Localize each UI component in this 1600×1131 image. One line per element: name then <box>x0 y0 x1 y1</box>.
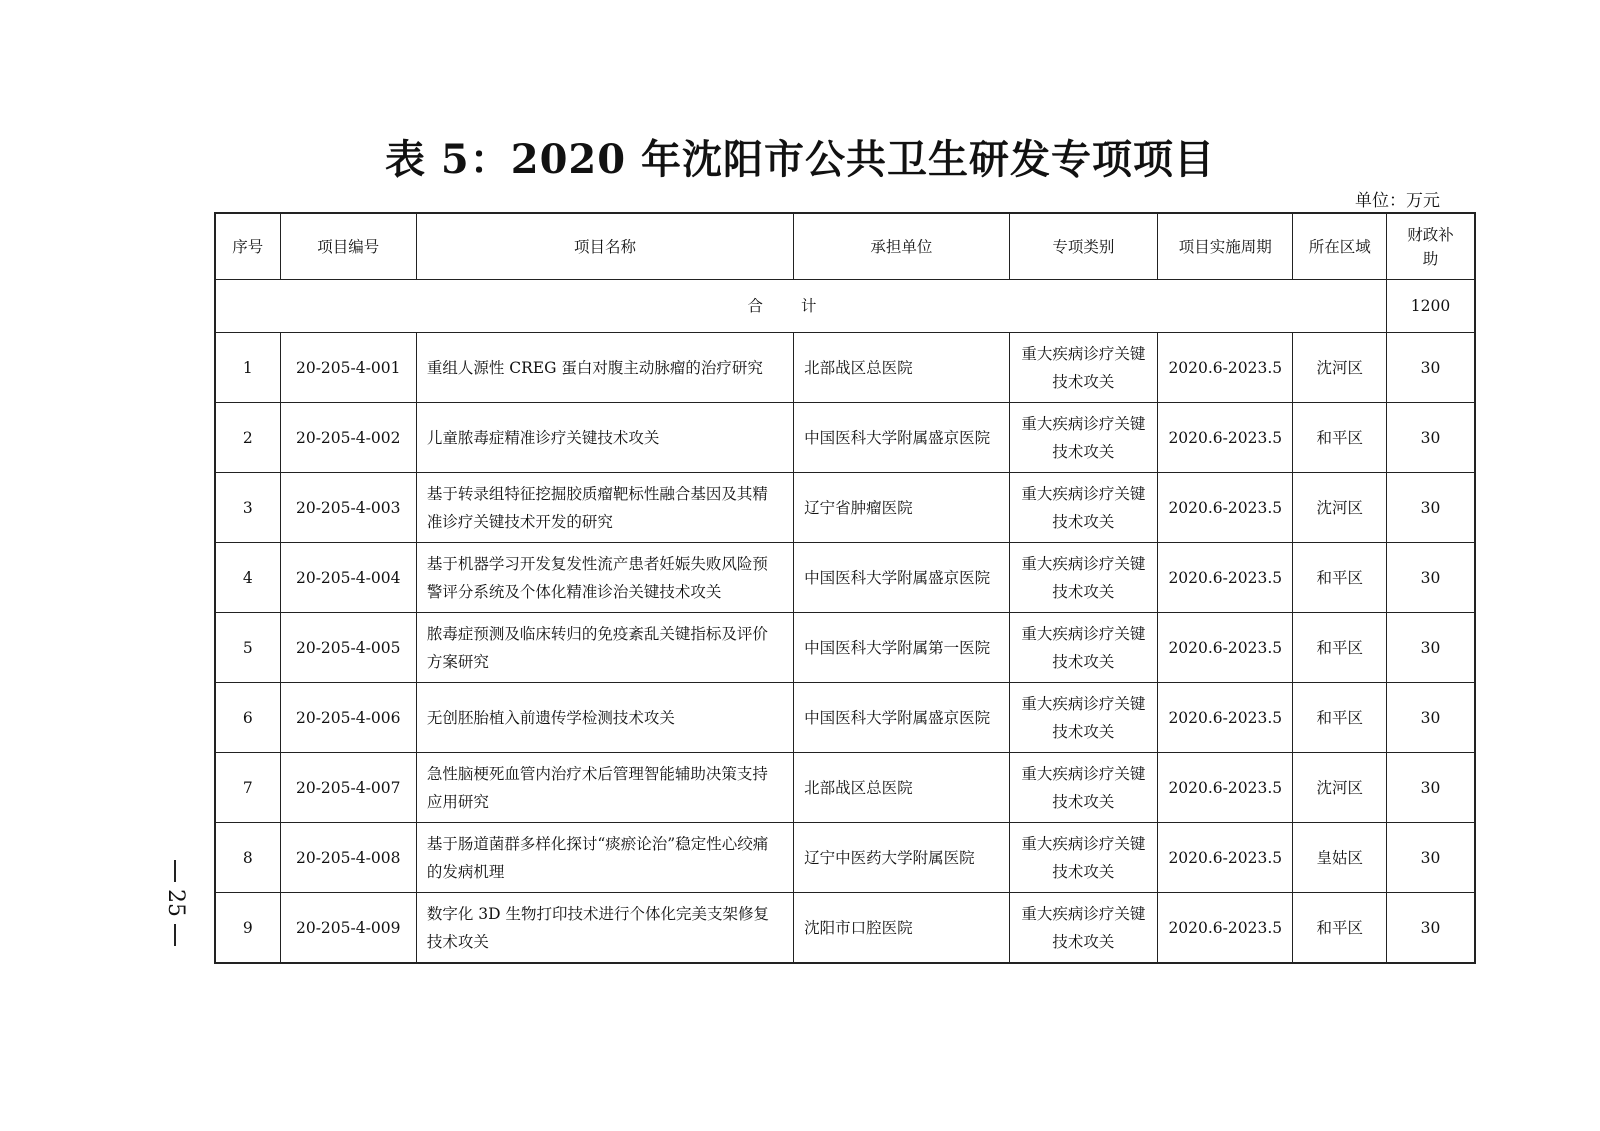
header-district: 所在区域 <box>1293 213 1387 280</box>
total-value: 1200 <box>1386 280 1475 333</box>
cell-category: 重大疾病诊疗关键技术攻关 <box>1009 543 1157 613</box>
page-number-dash-bottom <box>174 924 176 946</box>
cell-seq: 8 <box>215 823 280 893</box>
cell-name: 急性脑梗死血管内治疗术后管理智能辅助决策支持应用研究 <box>416 753 793 823</box>
header-amount: 财政补助 <box>1386 213 1475 280</box>
cell-unit: 北部战区总医院 <box>794 333 1010 403</box>
cell-period: 2020.6-2023.5 <box>1158 403 1293 473</box>
cell-district: 和平区 <box>1293 893 1387 964</box>
cell-district: 和平区 <box>1293 543 1387 613</box>
cell-category: 重大疾病诊疗关键技术攻关 <box>1009 683 1157 753</box>
header-name: 项目名称 <box>416 213 793 280</box>
cell-period: 2020.6-2023.5 <box>1158 683 1293 753</box>
cell-unit: 中国医科大学附属盛京医院 <box>794 403 1010 473</box>
cell-name: 基于机器学习开发复发性流产患者妊娠失败风险预警评分系统及个体化精准诊治关键技术攻关 <box>416 543 793 613</box>
cell-period: 2020.6-2023.5 <box>1158 473 1293 543</box>
cell-category: 重大疾病诊疗关键技术攻关 <box>1009 893 1157 964</box>
table-row <box>215 893 1475 964</box>
table-row <box>215 823 1475 893</box>
cell-amount: 30 <box>1386 473 1475 543</box>
page-title: 表 5：2020 年沈阳市公共卫生研发专项项目 <box>384 136 1215 183</box>
table-row <box>215 683 1475 753</box>
cell-code: 20-205-4-006 <box>280 683 416 753</box>
cell-unit: 中国医科大学附属盛京医院 <box>794 683 1010 753</box>
cell-category: 重大疾病诊疗关键技术攻关 <box>1009 823 1157 893</box>
cell-code: 20-205-4-009 <box>280 893 416 964</box>
cell-amount: 30 <box>1386 753 1475 823</box>
page-number-dash-top <box>174 860 176 882</box>
table-header-row <box>215 213 1475 280</box>
cell-unit: 北部战区总医院 <box>794 753 1010 823</box>
cell-amount: 30 <box>1386 333 1475 403</box>
table-row <box>215 753 1475 823</box>
cell-name: 基于转录组特征挖掘胶质瘤靶标性融合基因及其精准诊疗关键技术开发的研究 <box>416 473 793 543</box>
cell-name: 无创胚胎植入前遗传学检测技术攻关 <box>416 683 793 753</box>
cell-category: 重大疾病诊疗关键技术攻关 <box>1009 753 1157 823</box>
total-label: 合计 <box>215 280 1386 333</box>
cell-category: 重大疾病诊疗关键技术攻关 <box>1009 333 1157 403</box>
cell-name: 基于肠道菌群多样化探讨“痰瘀论治”稳定性心绞痛的发病机理 <box>416 823 793 893</box>
cell-district: 皇姑区 <box>1293 823 1387 893</box>
cell-district: 和平区 <box>1293 403 1387 473</box>
cell-district: 和平区 <box>1293 683 1387 753</box>
table-row <box>215 613 1475 683</box>
table-row <box>215 403 1475 473</box>
cell-unit: 辽宁中医药大学附属医院 <box>794 823 1010 893</box>
cell-code: 20-205-4-002 <box>280 403 416 473</box>
cell-amount: 30 <box>1386 613 1475 683</box>
cell-seq: 5 <box>215 613 280 683</box>
cell-district: 沈河区 <box>1293 753 1387 823</box>
cell-seq: 7 <box>215 753 280 823</box>
cell-period: 2020.6-2023.5 <box>1158 543 1293 613</box>
cell-unit: 中国医科大学附属第一医院 <box>794 613 1010 683</box>
table-row <box>215 333 1475 403</box>
cell-seq: 3 <box>215 473 280 543</box>
cell-name: 儿童脓毒症精准诊疗关键技术攻关 <box>416 403 793 473</box>
cell-seq: 6 <box>215 683 280 753</box>
cell-code: 20-205-4-004 <box>280 543 416 613</box>
cell-period: 2020.6-2023.5 <box>1158 333 1293 403</box>
cell-category: 重大疾病诊疗关键技术攻关 <box>1009 403 1157 473</box>
table-row <box>215 543 1475 613</box>
cell-amount: 30 <box>1386 543 1475 613</box>
header-category: 专项类别 <box>1009 213 1157 280</box>
header-unit: 承担单位 <box>794 213 1010 280</box>
cell-district: 沈河区 <box>1293 473 1387 543</box>
cell-district: 沈河区 <box>1293 333 1387 403</box>
cell-name: 重组人源性 CREG 蛋白对腹主动脉瘤的治疗研究 <box>416 333 793 403</box>
cell-seq: 2 <box>215 403 280 473</box>
cell-name: 脓毒症预测及临床转归的免疫紊乱关键指标及评价方案研究 <box>416 613 793 683</box>
cell-seq: 9 <box>215 893 280 964</box>
cell-amount: 30 <box>1386 823 1475 893</box>
cell-period: 2020.6-2023.5 <box>1158 613 1293 683</box>
cell-code: 20-205-4-005 <box>280 613 416 683</box>
cell-unit: 辽宁省肿瘤医院 <box>794 473 1010 543</box>
cell-category: 重大疾病诊疗关键技术攻关 <box>1009 613 1157 683</box>
cell-period: 2020.6-2023.5 <box>1158 823 1293 893</box>
total-row <box>215 280 1475 333</box>
cell-period: 2020.6-2023.5 <box>1158 893 1293 964</box>
header-code: 项目编号 <box>280 213 416 280</box>
cell-unit: 沈阳市口腔医院 <box>794 893 1010 964</box>
cell-seq: 4 <box>215 543 280 613</box>
header-seq: 序号 <box>215 213 280 280</box>
header-period: 项目实施周期 <box>1158 213 1293 280</box>
cell-seq: 1 <box>215 333 280 403</box>
cell-amount: 30 <box>1386 893 1475 964</box>
project-table <box>214 212 1476 964</box>
cell-code: 20-205-4-001 <box>280 333 416 403</box>
cell-amount: 30 <box>1386 683 1475 753</box>
cell-code: 20-205-4-007 <box>280 753 416 823</box>
cell-district: 和平区 <box>1293 613 1387 683</box>
cell-period: 2020.6-2023.5 <box>1158 753 1293 823</box>
cell-amount: 30 <box>1386 403 1475 473</box>
cell-code: 20-205-4-008 <box>280 823 416 893</box>
unit-label: 单位：万元 <box>1355 191 1440 211</box>
cell-category: 重大疾病诊疗关键技术攻关 <box>1009 473 1157 543</box>
cell-unit: 中国医科大学附属盛京医院 <box>794 543 1010 613</box>
cell-name: 数字化 3D 生物打印技术进行个体化完美支架修复技术攻关 <box>416 893 793 964</box>
cell-code: 20-205-4-003 <box>280 473 416 543</box>
table-row <box>215 473 1475 543</box>
page-number-value: 25 <box>163 889 188 917</box>
page-number <box>163 860 187 950</box>
